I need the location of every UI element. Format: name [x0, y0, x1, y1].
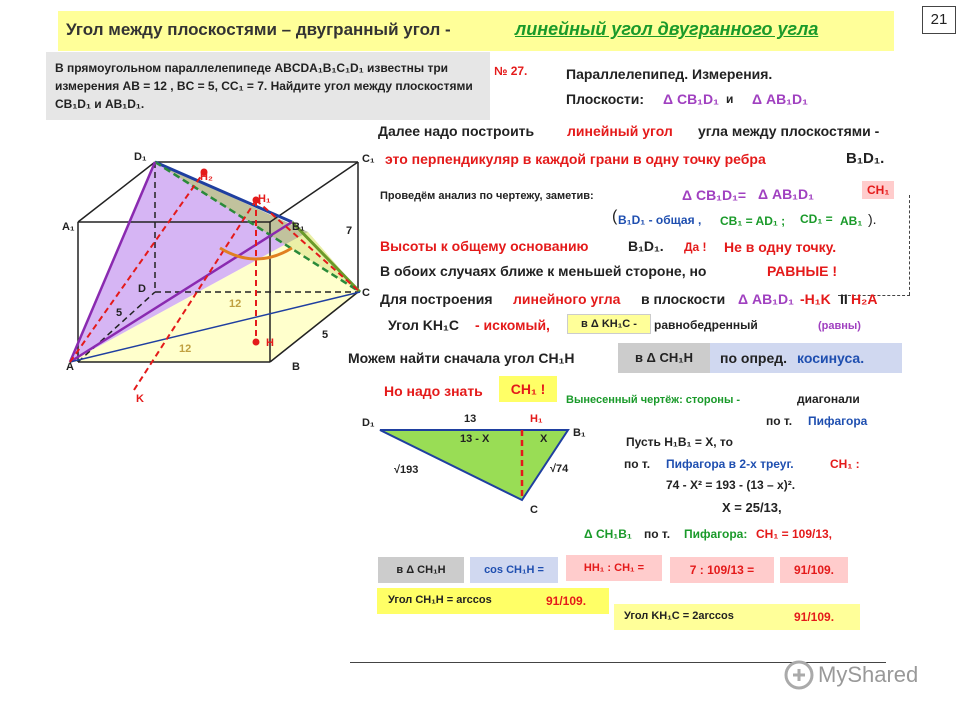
text-ab1: AB₁ — [840, 214, 863, 228]
box-ratio: HH₁ : CH₁ = — [566, 555, 662, 581]
text-need-a: Но надо знать — [384, 383, 483, 399]
text-eq1: 74 - X² = 193 - (13 – x)². — [666, 478, 796, 492]
text-res-a: Δ CH₁B₁ — [584, 527, 632, 541]
text-both-a: В обоих случаях ближе к меньшей стороне, но — [380, 263, 707, 279]
text-heights-a: Высоты к общему основанию — [380, 238, 589, 254]
text-planes-and: и — [726, 92, 734, 106]
tri-label-mid: 13 - X — [460, 433, 490, 445]
text-pyth2-b: Пифагора в 2-х треуг. — [666, 457, 794, 471]
text-res-b: по т. — [644, 527, 671, 541]
text-construct-a: Для построения — [380, 291, 493, 307]
text-pyth-b: Пифагора — [808, 414, 868, 428]
label-ab-length: 12 — [179, 343, 192, 355]
text-ext-b: диагонали — [797, 392, 860, 406]
tri-label-x: X — [540, 433, 548, 445]
text-both-b: РАВНЫЕ ! — [767, 263, 838, 279]
label-ad-length: 5 — [116, 307, 123, 319]
text-planes-label: Плоскости: — [566, 91, 645, 107]
label-c1: C₁ — [362, 153, 375, 165]
text-analysis-a: Проведём анализ по чертежу, заметив: — [380, 190, 594, 202]
label-h: H — [266, 337, 274, 349]
tri-label-c: C — [530, 504, 538, 516]
slide-title: Угол между плоскостями – двугранный угол - — [66, 20, 451, 39]
label-b: B — [292, 361, 300, 373]
edge-b1c1 — [270, 162, 358, 222]
label-cc1-length: 7 — [346, 225, 353, 237]
tri-label-right: √74 — [550, 463, 569, 475]
watermark-logo-icon — [784, 660, 814, 690]
text-parallelepiped: Параллелепипед. Измерения. — [566, 66, 773, 82]
text-angle-a: Угол KH₁C — [388, 317, 459, 333]
problem-number: № 27. — [494, 64, 528, 78]
text-find-a: Можем найти сначала угол CH₁H — [348, 350, 575, 366]
text-angle1-a: Угол CH₁H = arccos — [388, 594, 492, 606]
label-a: A — [66, 361, 74, 373]
dashed-connector-v — [909, 195, 910, 295]
text-perp-b: B₁D₁. — [846, 150, 885, 167]
page-number: 21 — [922, 6, 956, 34]
label-c: C — [362, 287, 370, 299]
text-heights-b: B₁D₁. — [628, 238, 664, 254]
label-d: D — [138, 283, 146, 295]
label-h2: H₂ — [200, 171, 213, 183]
box-cos: cos CH₁H = — [470, 557, 558, 583]
paren-open: ( — [612, 208, 618, 225]
tri-label-left: √193 — [394, 464, 419, 476]
tag-ch1: CH₁ — [862, 181, 894, 199]
box-triangle-ch1h: в Δ CH₁H — [618, 343, 710, 373]
text-plane-ab1d1: Δ AB₁D₁ — [752, 91, 808, 107]
text-cb1: CB₁ = AD₁ ; — [720, 214, 786, 228]
text-next-b: линейный угол — [567, 123, 673, 139]
parallelepiped-figure — [40, 140, 390, 420]
text-cd1: CD₁ = — [800, 212, 833, 226]
box-kh1c: в Δ KH₁C - — [567, 314, 651, 334]
text-res-d: CH₁ = 109/13, — [756, 527, 833, 541]
tri-label-d1: D₁ — [362, 417, 375, 429]
text-construct-d: Δ AB₁D₁ — [738, 291, 794, 307]
tri-label-h1: H₁ — [530, 413, 543, 425]
text-pyth2-c: CH₁ : — [830, 457, 860, 471]
point-h — [253, 339, 260, 346]
text-ext-a: Вынесенный чертёж: стороны - — [566, 394, 741, 406]
text-angle2-a: Угол KH₁C = 2arccos — [624, 610, 734, 622]
slide-subtitle: линейный угол двугранного угла — [515, 19, 819, 39]
text-pyth-a: по т. — [766, 414, 793, 428]
problem-text: В прямоугольном параллелепипеде ABCDA₁B₁C₁D₁ известны три измерения AB = 12 , BC = 5, CC₁ = 7. Найдите угол между плоскостями CB₁D₁ и AB₁D₁. — [55, 61, 473, 111]
label-b1: B₁ — [292, 221, 305, 233]
text-perp-a: это перпендикуляр в каждой грани в одну точку ребра — [385, 151, 766, 167]
text-heights-c: Да ! — [684, 240, 707, 254]
text-heights-d: Не в одну точку. — [724, 239, 837, 255]
watermark-text: MyShared — [818, 662, 919, 687]
text-equal-note: (равны) — [818, 320, 861, 332]
text-find-d: косинуса. — [797, 350, 865, 366]
text-angle1-b: 91/109. — [546, 594, 587, 608]
text-construct-f: II — [840, 291, 848, 307]
text-find-c: по опред. — [720, 350, 788, 366]
label-h1: H₁ — [258, 193, 271, 205]
text-analysis-c: Δ AB₁D₁ — [758, 186, 814, 202]
box-ch1: CH₁ ! — [499, 376, 557, 402]
text-construct-c: в плоскости — [641, 291, 726, 307]
paren-close: ). — [868, 211, 877, 227]
text-analysis-b: Δ CB₁D₁= — [682, 187, 747, 203]
label-bc-length: 5 — [322, 329, 329, 341]
text-construct-g: H₂A — [851, 291, 878, 307]
text-construct-b: линейного угла — [513, 291, 621, 307]
text-res-c: Пифагора: — [684, 527, 748, 541]
text-eq2: X = 25/13, — [722, 500, 782, 515]
box-result: 91/109. — [780, 557, 848, 583]
tri-label-top: 13 — [464, 413, 477, 425]
text-construct-e: -H₁K — [800, 291, 831, 307]
text-angle-b: - искомый, — [475, 317, 550, 333]
text-let: Пусть H₁B₁ = X, то — [626, 435, 733, 449]
label-mid-length: 12 — [229, 298, 242, 310]
label-k: K — [136, 393, 144, 405]
tri-label-b1: B₁ — [573, 427, 586, 439]
label-a1: A₁ — [62, 221, 75, 233]
box-tri-ch1h: в Δ CH₁H — [378, 557, 464, 583]
box-value: 7 : 109/13 = — [670, 557, 774, 583]
text-pyth2-a: по т. — [624, 457, 651, 471]
text-plane-cb1d1: Δ CB₁D₁ — [663, 91, 719, 107]
label-d1: D₁ — [134, 151, 147, 163]
text-next-a: Далее надо построить — [378, 123, 535, 139]
text-next-c: угла между плоскостями - — [698, 123, 880, 139]
text-angle-d: равнобедренный — [654, 318, 758, 332]
text-angle2-b: 91/109. — [794, 610, 835, 624]
text-common: B₁D₁ - общая , — [618, 213, 702, 227]
triangle-figure — [360, 408, 600, 518]
